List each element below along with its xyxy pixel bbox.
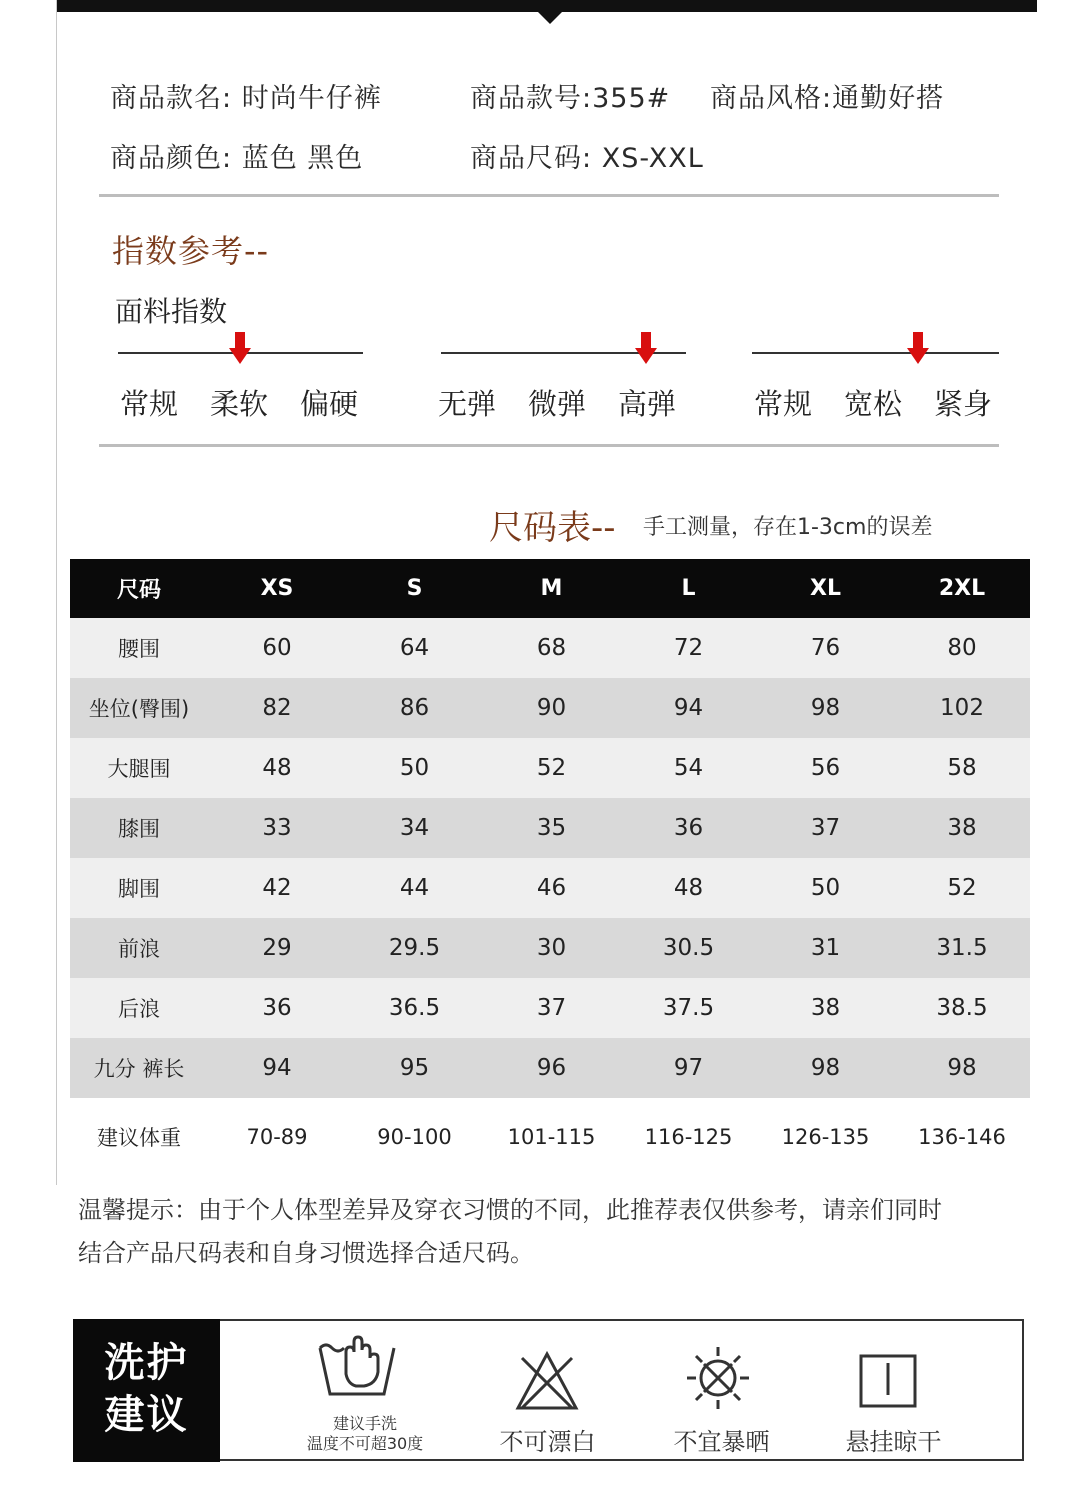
fabric-index-title: 面料指数 [115,295,228,328]
table-cell: 38 [894,798,1030,858]
arrow-marker-softness [229,332,251,366]
table-cell: 101-115 [483,1098,620,1176]
scale-label: 高弹 [618,387,677,421]
table-cell: 116-125 [620,1098,757,1176]
table-cell: 48 [208,738,346,798]
product-code [470,76,670,115]
table-row [70,858,1030,918]
arrow-marker-elasticity [635,332,657,366]
table-cell: 58 [894,738,1030,798]
product-style-label: 商品风格: [710,83,833,114]
table-cell: 后浪 [70,978,208,1038]
care-text-nobleach: 不可漂白 [499,1428,596,1456]
table-cell: 35 [483,798,620,858]
table-cell: 36 [620,798,757,858]
table-cell: 48 [620,858,757,918]
care-text-line: 建议手洗 [332,1414,397,1433]
header-cell: S [346,559,483,618]
product-name-value: 时尚牛仔裤 [241,83,382,114]
table-cell: 九分 裤长 [70,1038,208,1098]
divider-middle [99,444,999,447]
product-name-label: 商品款名: [110,83,233,114]
table-cell: 29 [208,918,346,978]
no-sun-icon [684,1344,752,1412]
scale-label: 无弹 [438,387,497,421]
care-text-nosun: 不宜暴晒 [673,1428,770,1456]
no-bleach-icon [514,1350,580,1412]
table-cell: 64 [346,618,483,678]
tip-line-2: 结合产品尺码表和自身习惯选择合适尺码。 [78,1239,534,1267]
header-cell: M [483,559,620,618]
table-cell: 82 [208,678,346,738]
table-cell: 80 [894,618,1030,678]
table-cell: 38 [757,978,894,1038]
product-name [110,76,382,115]
table-cell: 50 [346,738,483,798]
table-cell: 29.5 [346,918,483,978]
care-text-hangdry: 悬挂晾干 [845,1428,942,1456]
table-cell: 94 [620,678,757,738]
table-cell: 96 [483,1038,620,1098]
product-code-value: 355# [592,83,671,114]
table-cell: 37 [757,798,894,858]
header-cell: XL [757,559,894,618]
table-row [70,678,1030,738]
table-cell: 54 [620,738,757,798]
table-cell: 33 [208,798,346,858]
left-border-line [56,0,57,1185]
size-chart-note: 手工测量，存在1-3cm的误差 [643,515,933,540]
table-row [70,738,1030,798]
index-title: 指数参考-- [112,232,270,270]
table-cell: 前浪 [70,918,208,978]
table-cell: 68 [483,618,620,678]
table-cell: 34 [346,798,483,858]
header-cell: 尺码 [70,559,208,618]
table-header-row [70,559,1030,618]
table-cell: 31.5 [894,918,1030,978]
scale-label: 偏硬 [300,387,359,421]
table-cell: 31 [757,918,894,978]
table-cell: 52 [483,738,620,798]
table-row [70,1038,1030,1098]
product-color-value: 蓝色 黑色 [241,143,364,174]
table-cell: 44 [346,858,483,918]
table-cell: 30.5 [620,918,757,978]
arrow-marker-fit [907,332,929,366]
scale-label: 宽松 [844,387,903,421]
table-cell: 50 [757,858,894,918]
table-cell: 脚围 [70,858,208,918]
divider-top [99,194,999,197]
table-cell: 膝围 [70,798,208,858]
product-style-value: 通勤好搭 [832,83,945,114]
care-label [73,1319,220,1462]
product-color-label: 商品颜色: [110,143,233,174]
table-cell: 36.5 [346,978,483,1038]
table-cell: 37.5 [620,978,757,1038]
table-cell: 102 [894,678,1030,738]
table-cell: 70-89 [208,1098,346,1176]
table-cell: 46 [483,858,620,918]
product-style [710,76,944,115]
scale-label: 常规 [120,387,179,421]
table-row [70,618,1030,678]
scale-label: 常规 [754,387,813,421]
size-chart-title: 尺码表-- [489,508,616,548]
table-row [70,918,1030,978]
table-cell: 86 [346,678,483,738]
table-cell: 56 [757,738,894,798]
table-cell: 97 [620,1038,757,1098]
product-size-label: 商品尺码: [470,143,593,174]
table-cell: 腰围 [70,618,208,678]
table-row [70,978,1030,1038]
header-cell: L [620,559,757,618]
table-cell: 98 [757,678,894,738]
table-cell: 37 [483,978,620,1038]
scale-label: 微弹 [528,387,587,421]
table-cell: 坐位(臀围) [70,678,208,738]
table-cell: 90-100 [346,1098,483,1176]
table-cell: 52 [894,858,1030,918]
table-cell: 76 [757,618,894,678]
table-cell: 94 [208,1038,346,1098]
table-cell: 98 [894,1038,1030,1098]
scale-line-fit [752,352,999,354]
care-label-line2: 建议 [104,1392,189,1438]
top-notch [536,10,564,24]
product-size-value: XS-XXL [601,143,704,174]
care-label-line1: 洗护 [104,1340,189,1386]
table-cell: 136-146 [894,1098,1030,1176]
table-cell: 98 [757,1038,894,1098]
table-cell: 30 [483,918,620,978]
hang-dry-icon [858,1353,918,1409]
scale-label: 紧身 [934,387,993,421]
table-cell: 126-135 [757,1098,894,1176]
table-cell: 60 [208,618,346,678]
care-text-handwash [300,1414,430,1454]
care-text-line: 温度不可超30度 [306,1434,424,1453]
table-cell: 38.5 [894,978,1030,1038]
tip-line-1: 温馨提示：由于个人体型差异及穿衣习惯的不同，此推荐表仅供参考，请亲们同时 [78,1196,942,1224]
table-row [70,798,1030,858]
weight-row [70,1098,1030,1176]
table-cell: 36 [208,978,346,1038]
table-cell: 42 [208,858,346,918]
header-cell: 2XL [894,559,1030,618]
hand-wash-icon [316,1330,398,1402]
product-size [470,136,704,175]
size-table [70,559,1030,1176]
table-cell: 95 [346,1038,483,1098]
scale-label: 柔软 [210,387,269,421]
table-cell: 大腿围 [70,738,208,798]
table-cell: 90 [483,678,620,738]
product-code-label: 商品款号: [470,83,593,114]
header-cell: XS [208,559,346,618]
product-color [110,136,363,175]
table-cell: 72 [620,618,757,678]
table-cell: 建议体重 [70,1098,208,1176]
